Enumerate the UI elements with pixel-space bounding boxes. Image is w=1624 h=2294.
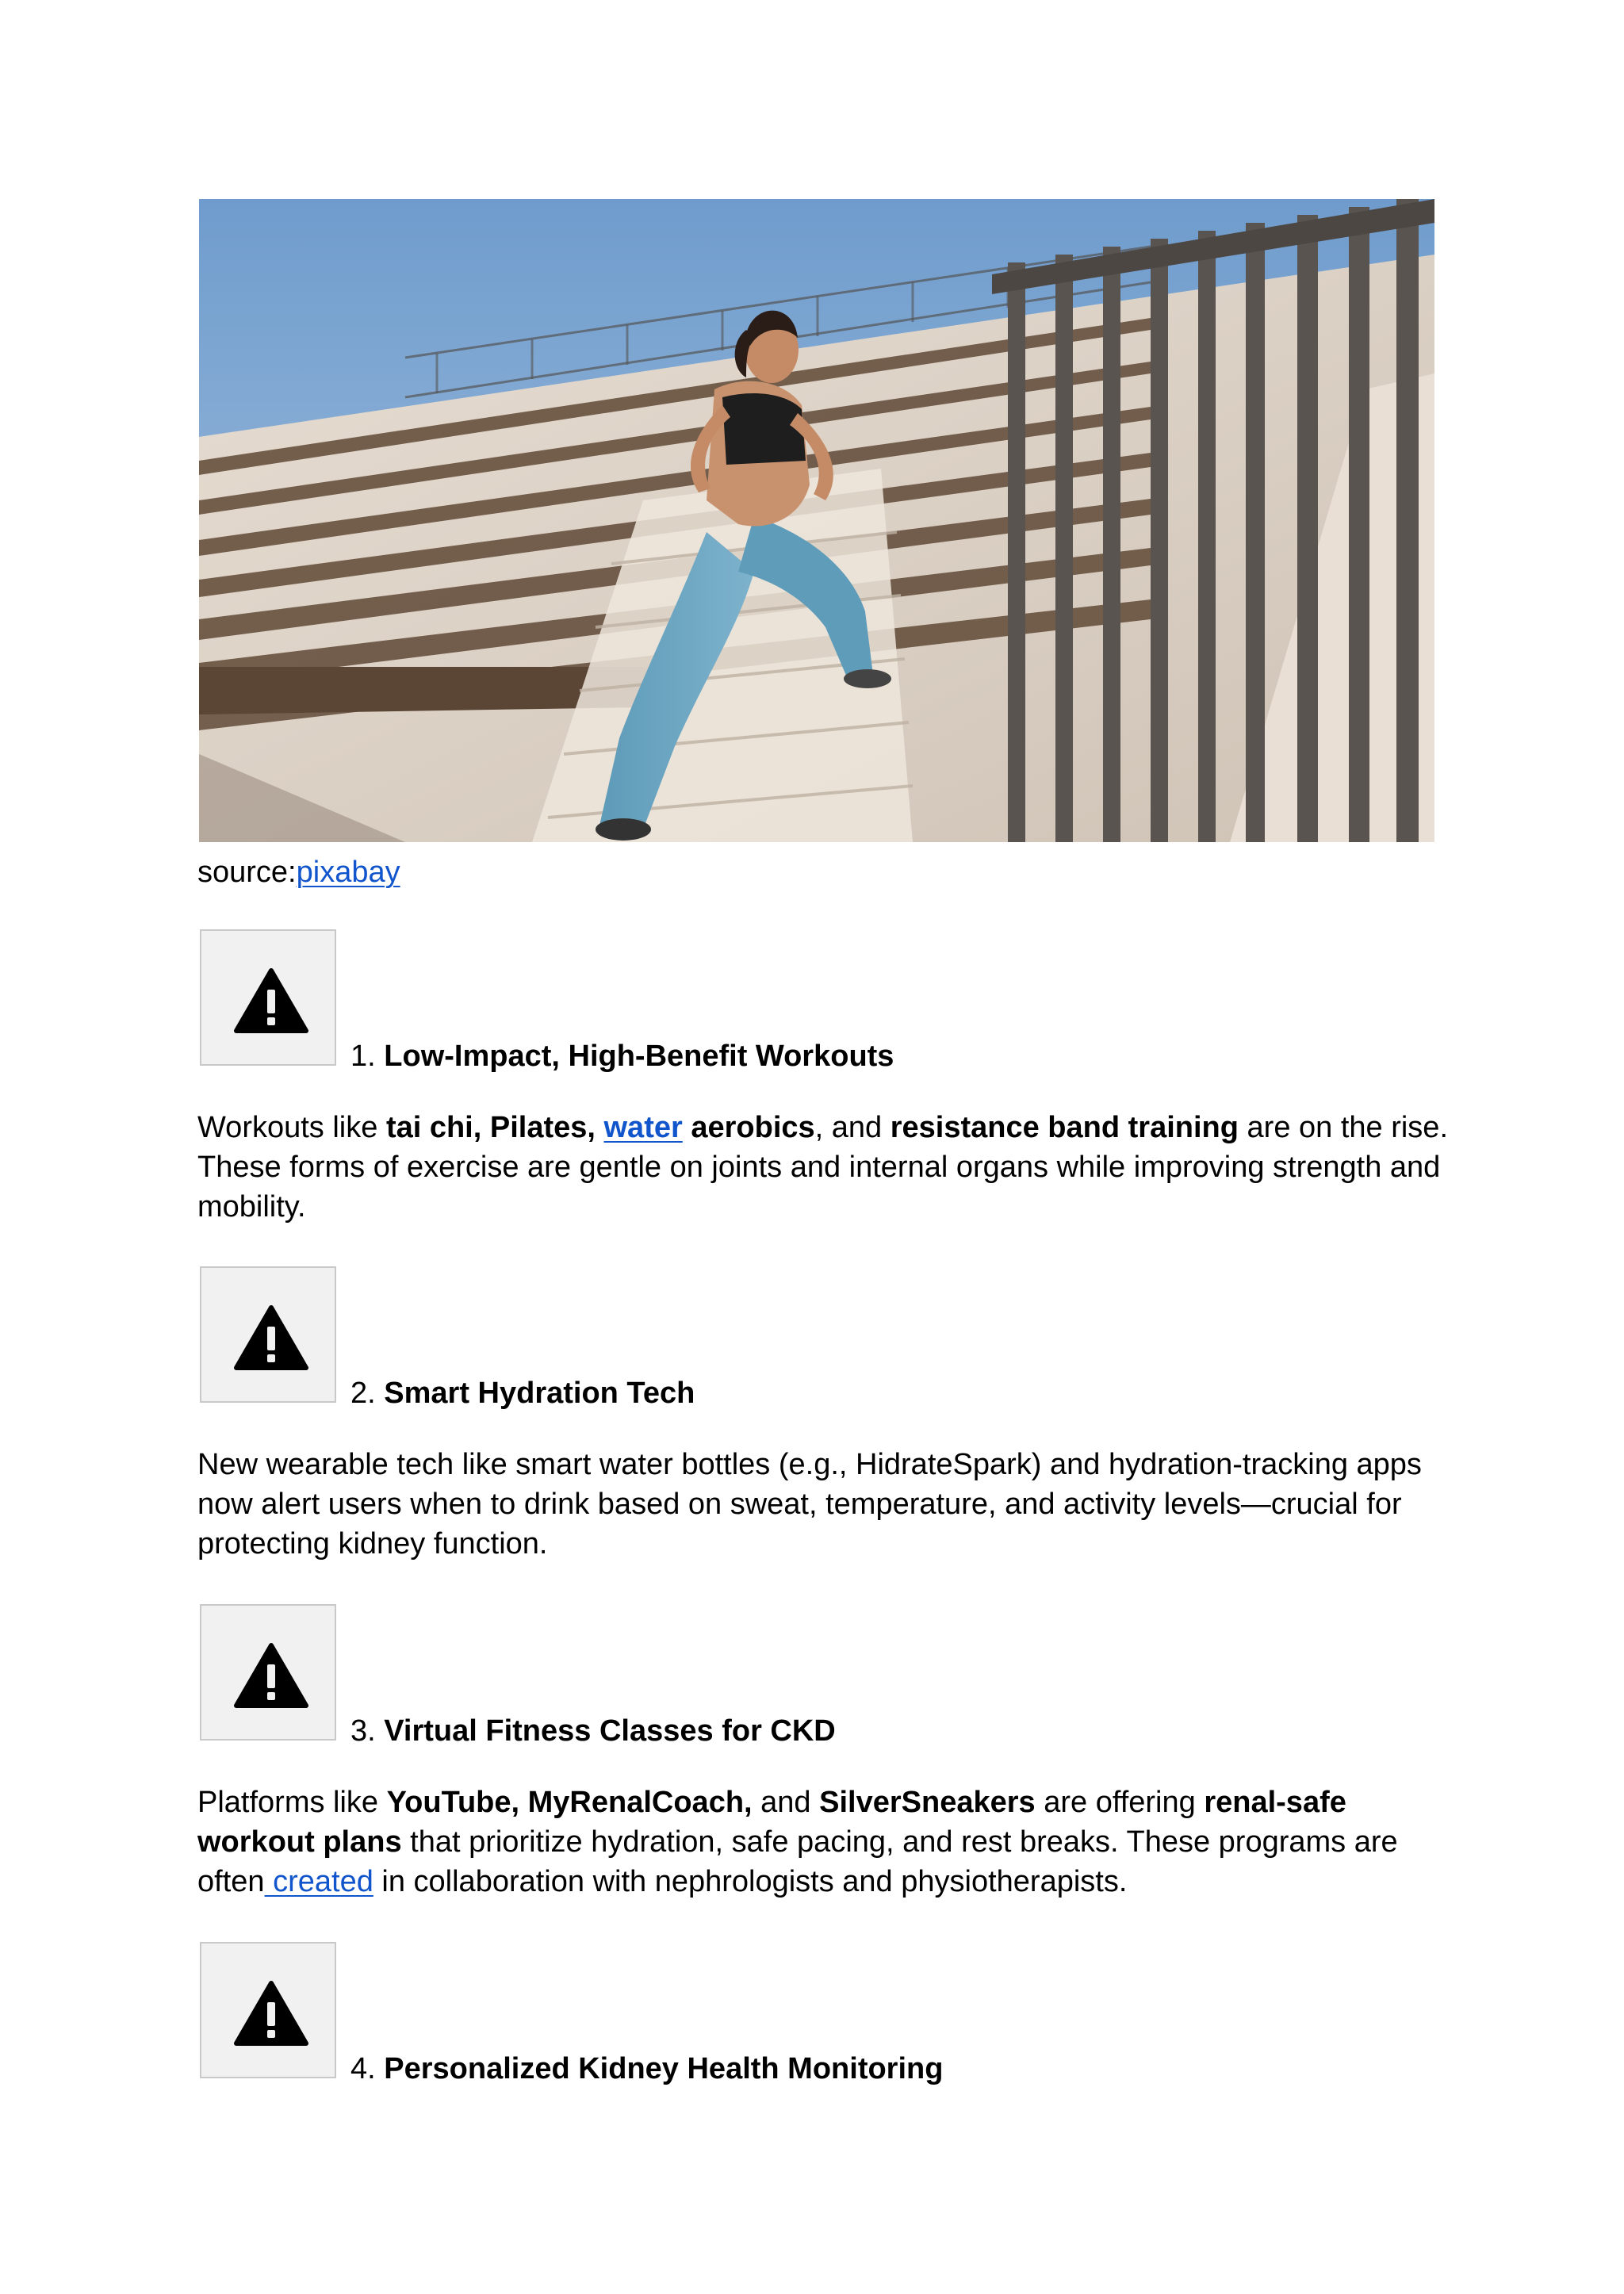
broken-image-placeholder-2 [200,1266,336,1403]
warning-icon [234,1980,308,2047]
caption-prefix: source: [197,856,297,889]
section-heading-3: 3. Virtual Fitness Classes for CKD [350,1714,836,1748]
warning-icon [234,967,308,1034]
broken-image-placeholder-1 [200,929,336,1066]
water-link[interactable]: water [603,1111,683,1144]
broken-image-placeholder-3 [200,1604,336,1741]
section-heading-4: 4. Personalized Kidney Health Monitoring [350,2052,944,2085]
section-paragraph-2: New wearable tech like smart water bottles (e.g., HidrateSpark) and hydration-tracking apps now alert users when to drink based on sweat, temperature, and activity levels—crucial for protecting kidney function. [197,1448,1422,1561]
created-link[interactable]: created [264,1865,373,1898]
pixabay-link[interactable]: pixabay [296,856,400,889]
hero-photo [199,199,1434,842]
section-heading-1: 1. Low-Impact, High-Benefit Workouts [350,1040,894,1073]
warning-icon [234,1304,308,1371]
section-heading-2: 2. Smart Hydration Tech [350,1377,695,1410]
section-paragraph-3: Platforms like YouTube, MyRenalCoach, and SilverSneakers are offering renal-safe workout plans that prioritize hydration, safe pacing, and rest breaks. These programs are often created in collaboration with nephrologists and physiotherapists. [197,1786,1398,1898]
stadium-stairs-photo [199,199,1434,842]
section-paragraph-1: Workouts like tai chi, Pilates, water aerobics, and resistance band training are on the rise. These forms of exercise are gentle on joints and internal organs while improving strength and mobility. [197,1111,1449,1224]
broken-image-placeholder-4 [200,1942,336,2078]
image-caption [197,850,400,894]
warning-icon [234,1642,308,1709]
